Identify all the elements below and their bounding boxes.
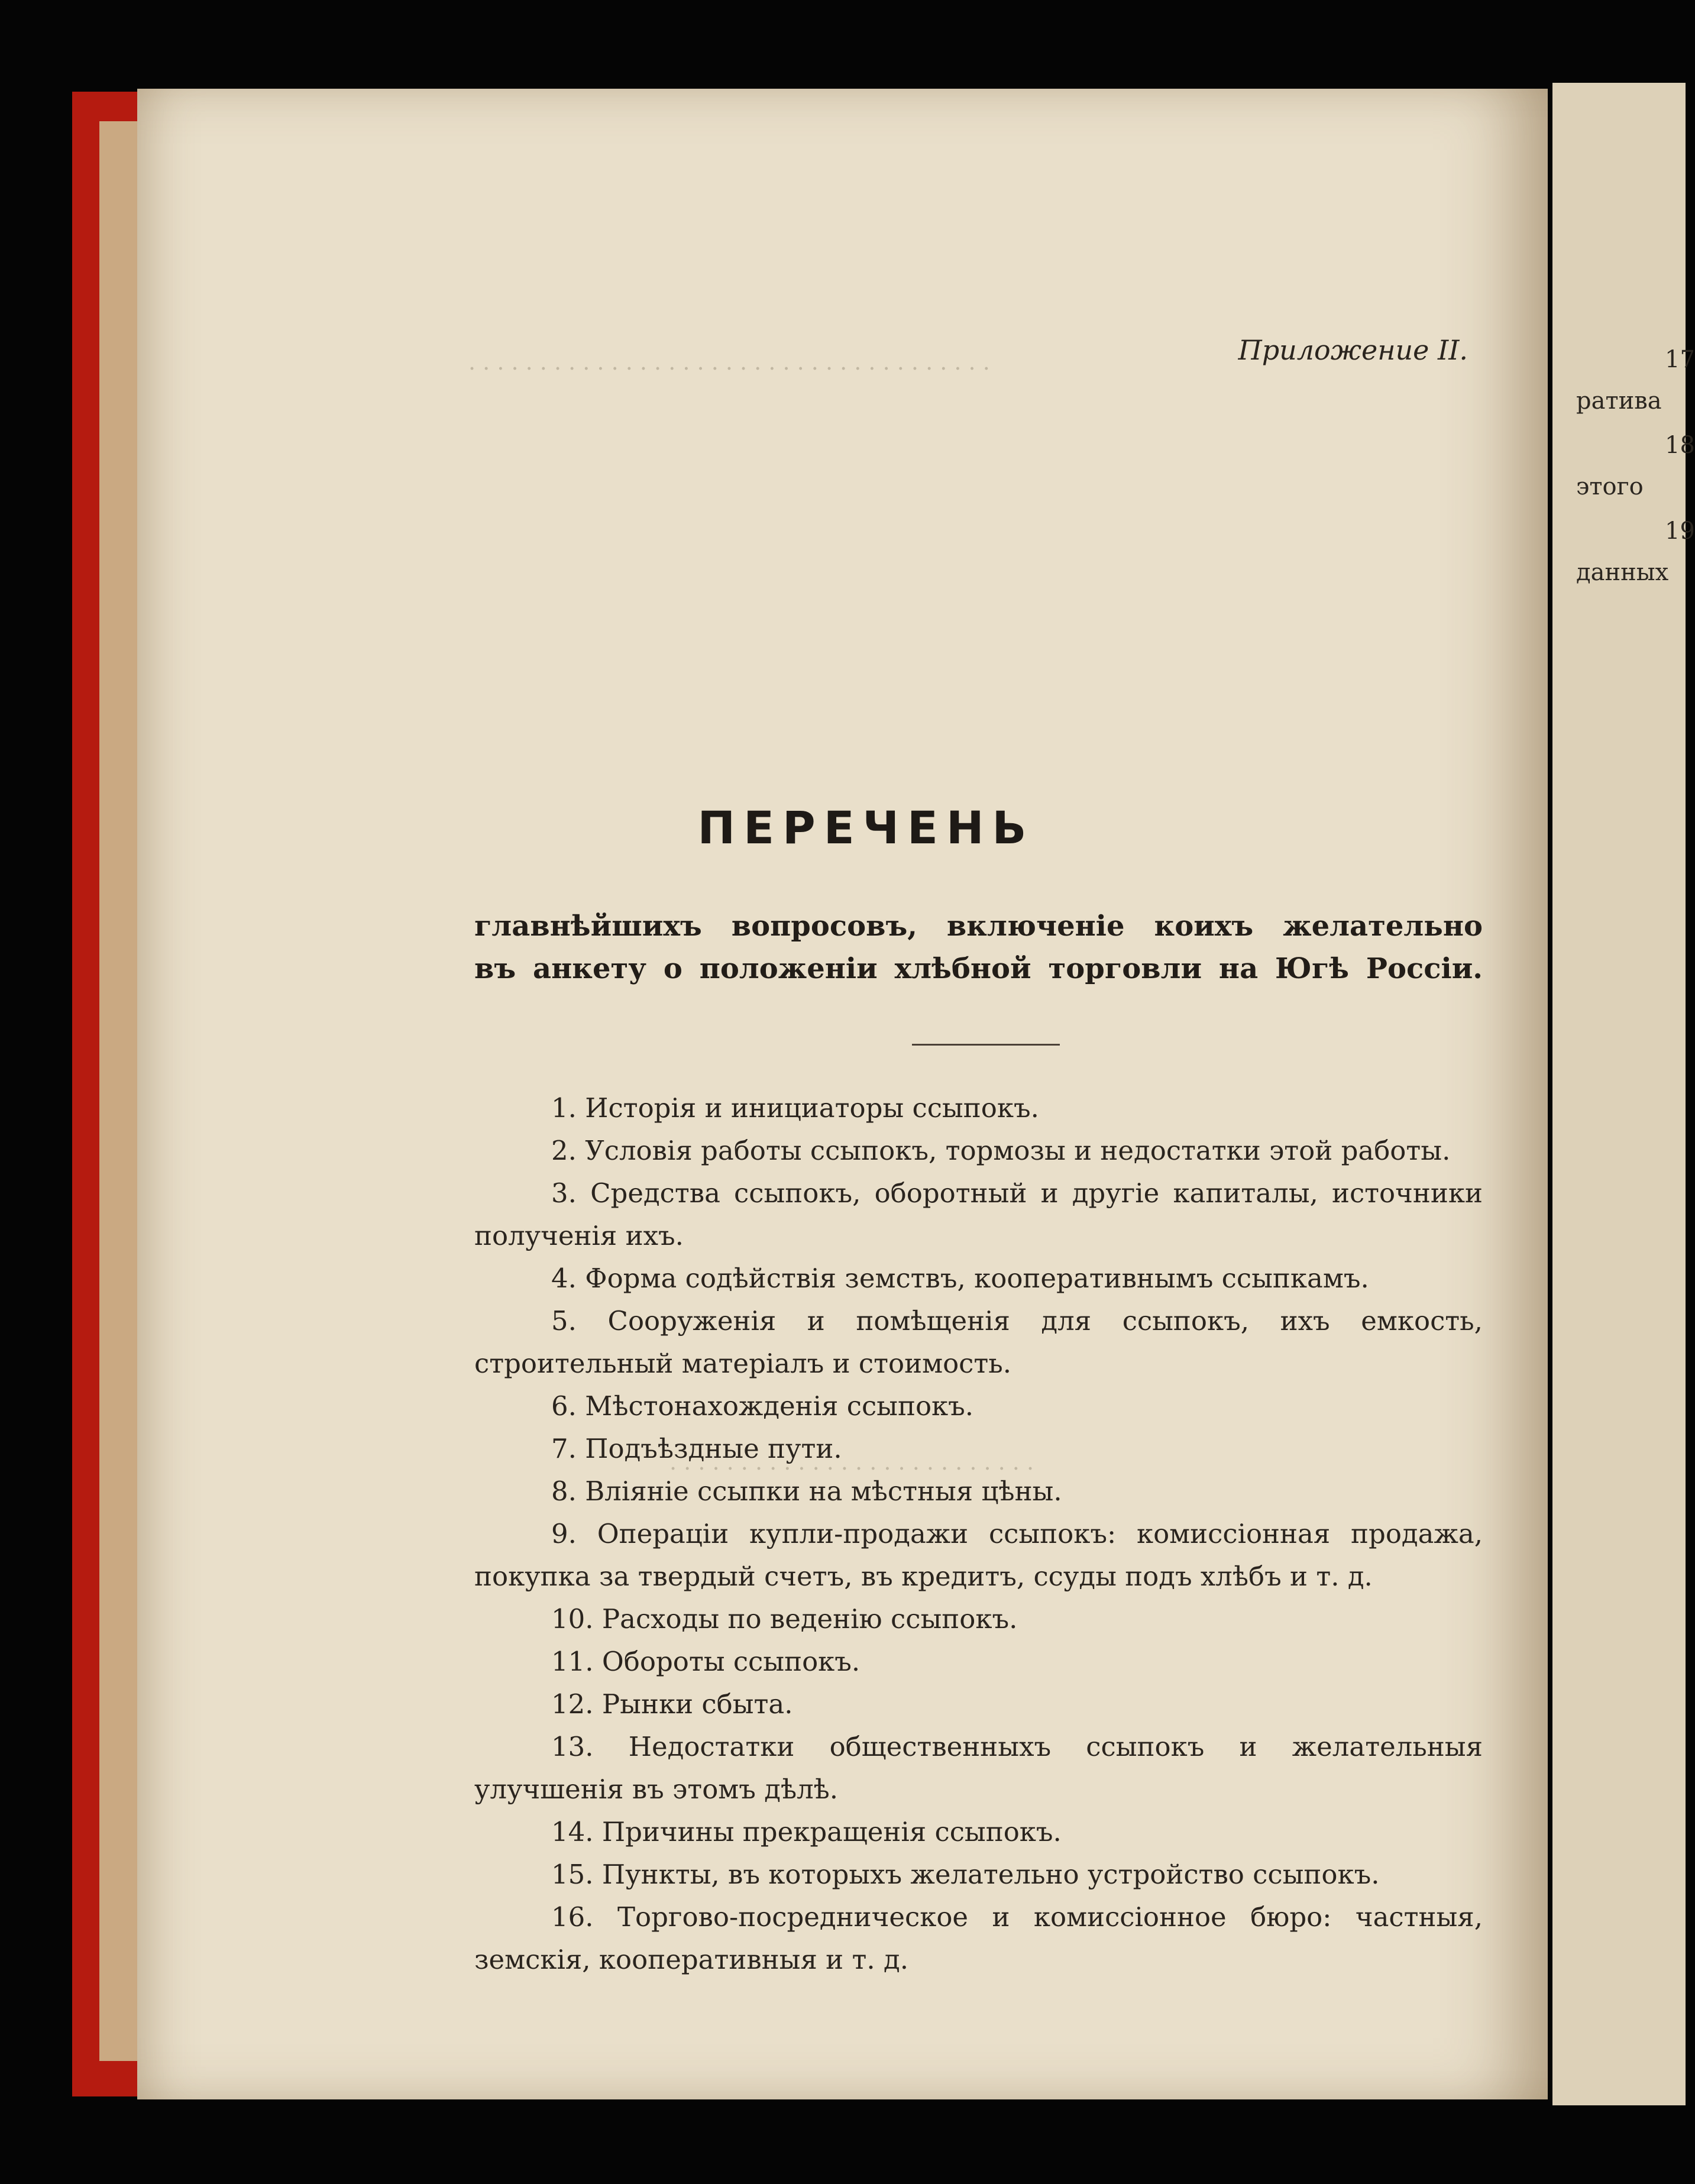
list-item: 1. Исторія и инициаторы ссыпокъ. [551,1092,1039,1124]
list-item: 10. Расходы по веденію ссыпокъ. [551,1603,1018,1635]
list-item: 12. Рынки сбыта. [551,1688,793,1720]
facing-page-number: 19 [1665,517,1695,545]
subtitle-line-1: главнѣйшихъ вопросовъ, включеніе коихъ желательно [474,910,1483,943]
page-subtitle [474,905,1483,990]
facing-page-fragment: ратива [1576,387,1662,415]
list-item: 5. Сооруженія и помѣщенія для ссыпокъ, ихъ емкость, строительный матеріалъ и стоимость. [474,1305,1483,1379]
questions-list [474,1087,1483,1981]
bleed-through-line: . . . . . . . . . . . . . . . . . . . . . . . . . . . . . . . . . . . . . [468,349,990,375]
list-item: 3. Средства ссыпокъ, оборотный и другіе капиталы, источники полученія ихъ. [474,1177,1483,1251]
page-title: ПЕРЕЧЕНЬ [697,801,1035,854]
list-item: 2. Условія работы ссыпокъ, тормозы и недостатки этой работы. [551,1135,1451,1166]
list-item: 15. Пункты, въ которыхъ желательно устройство ссыпокъ. [551,1859,1380,1890]
facing-page-number: 17 [1665,346,1695,373]
appendix-label: Приложение II. [1238,334,1468,366]
list-item: 4. Форма содѣйствія земствъ, кооперативнымъ ссыпкамъ. [551,1263,1369,1294]
subtitle-line-2: въ анкету о положеніи хлѣбной торговли на Югѣ Россіи. [474,952,1483,985]
list-item: 14. Причины прекращенія ссыпокъ. [551,1816,1062,1847]
list-item: 13. Недостатки общественныхъ ссыпокъ и желательныя улучшенія въ этомъ дѣлѣ. [474,1731,1483,1805]
facing-page [1552,83,1695,2105]
list-item: 7. Подъѣздные пути. [551,1433,842,1464]
facing-page-fragment: этого [1576,473,1644,500]
list-item: 11. Обороты ссыпокъ. [551,1646,861,1677]
list-item: 8. Вліяніе ссыпки на мѣстныя цѣны. [551,1476,1062,1507]
book-page [137,89,1548,2099]
divider-rule [912,1044,1060,1046]
bleed-through-line: . . . . . . . . . . . . . . . . . . . . . . . . . . [669,1449,1034,1475]
facing-page-fragment: данных [1576,559,1669,586]
facing-page-number: 18 [1665,432,1695,459]
list-item: 16. Торгово-посредническое и комиссіонное бюро: частныя, земскія, кооперативныя и т. д. [474,1901,1483,1975]
list-item: 6. Мѣстонахожденія ссыпокъ. [551,1390,974,1422]
list-item: 9. Операціи купли-продажи ссыпокъ: комиссіонная продажа, покупка за твердый счетъ, въ кредитъ, ссуды подъ хлѣбъ и т. д. [474,1518,1483,1592]
